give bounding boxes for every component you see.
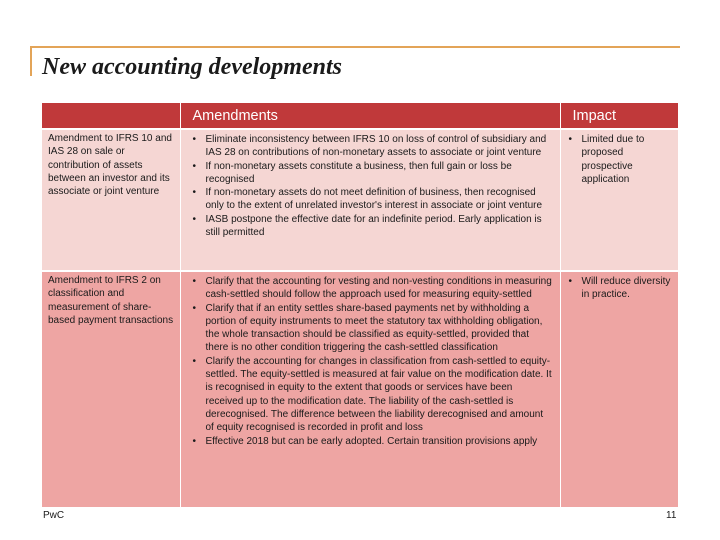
amendment-bullet: • If non-monetary assets constitute a business, then full gain or loss be recognised xyxy=(206,160,553,187)
row-amendments xyxy=(180,271,560,507)
page-number: 11 xyxy=(666,510,677,521)
header-subject xyxy=(42,103,180,129)
row-impact xyxy=(560,271,678,507)
decorative-line-horizontal xyxy=(30,46,680,48)
impact-bullet: • Will reduce diversity in practice. xyxy=(582,275,674,302)
header-amendments: Amendments xyxy=(180,103,560,129)
amendment-bullet: • IASB postpone the effective date for an indefinite period. Early application is still permitted xyxy=(206,213,553,240)
decorative-line-vertical xyxy=(30,46,32,76)
impact-list xyxy=(562,273,678,302)
amendment-bullet: • If non-monetary assets do not meet definition of business, then recognised only to the extent of unrelated investor's interest in associate or joint venture xyxy=(206,186,553,213)
table-header-row xyxy=(42,103,678,129)
footer-brand: PwC xyxy=(43,510,65,521)
amendments-list xyxy=(182,131,559,239)
amendment-bullet: • Clarify that the accounting for vesting and non-vesting conditions in measuring cash-settled should follow the approach used for measuring equity-settled xyxy=(206,275,553,302)
page-title: New accounting developments xyxy=(42,54,342,80)
row-subject: Amendment to IFRS 2 on classification and measurement of share-based payment transactions xyxy=(42,271,180,507)
amendment-bullet: • Clarify the accounting for changes in classification from cash-settled to equity-settled. The equity-settled is measured at fair value on the modification date. It is recognised in equity to the extent that goods or services have been received up to the modification date. The liability of the cash-settled is derecognised. The difference between the liability derecognised and amount of equity recognised is recorded in profit and loss xyxy=(206,355,553,435)
row-subject: Amendment to IFRS 10 and IAS 28 on sale or contribution of assets between an investor and its associate or joint venture xyxy=(42,129,180,271)
impact-bullet: • Limited due to proposed prospective application xyxy=(582,133,674,186)
table-row xyxy=(42,129,678,271)
table-row xyxy=(42,271,678,507)
row-amendments xyxy=(180,129,560,271)
amendment-bullet: • Clarify that if an entity settles share-based payments net by withholding a portion of equity instruments to meet the statutory tax withholding obligation, the whole transaction should be classified as equity-settled, provided that there is no other condition triggering the cash-settled classification xyxy=(206,302,553,355)
impact-list xyxy=(562,131,678,186)
amendment-bullet: • Eliminate inconsistency between IFRS 10 on loss of control of subsidiary and IAS 28 on contributions of non-monetary assets to associate or joint venture xyxy=(206,133,553,160)
header-impact: Impact xyxy=(560,103,678,129)
amendments-list xyxy=(182,273,559,448)
row-impact xyxy=(560,129,678,271)
amendment-bullet: • Effective 2018 but can be early adopted. Certain transition provisions apply xyxy=(206,435,553,448)
amendments-table xyxy=(42,103,678,507)
